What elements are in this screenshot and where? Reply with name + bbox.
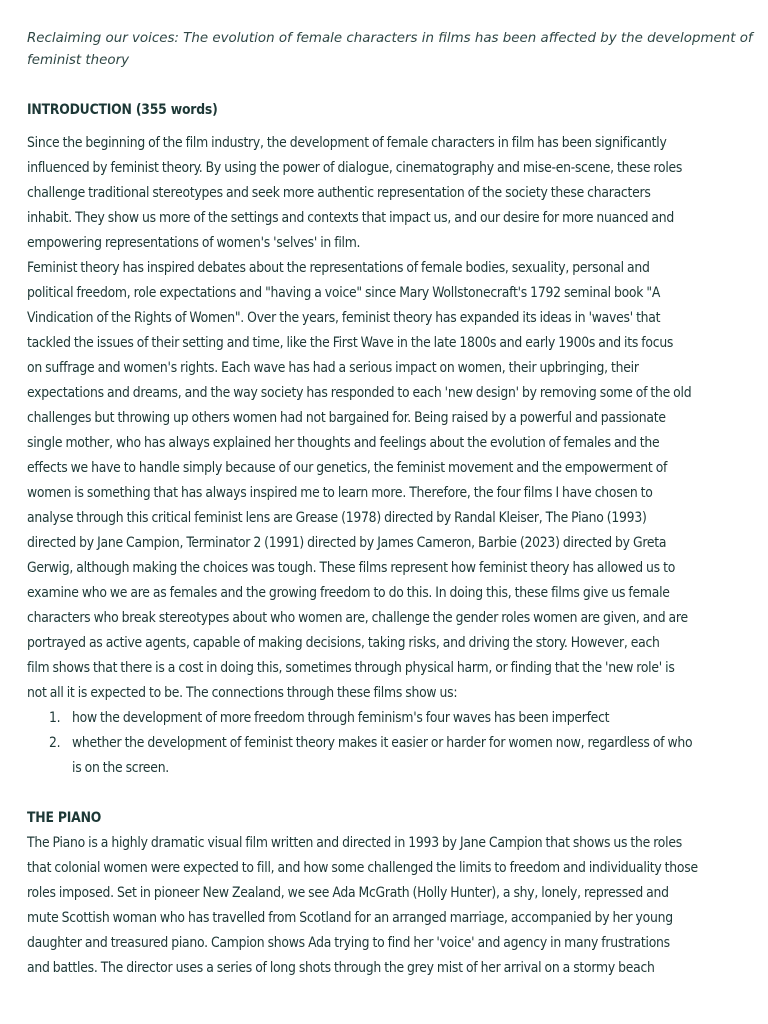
subtitle-line: Reclaiming our voices: The evolution of female characters in films has been affected by the development of (27, 31, 753, 46)
numbered-list (27, 706, 742, 781)
text-line: expectations and dreams, and the way society has responded to each 'new design' by removing some of the old (27, 385, 692, 401)
text-line: Gerwig, although making the choices was tough. These films represent how feminist theory has allowed us to (27, 560, 676, 576)
text-line: inhabit. They show us more of the settings and contexts that impact us, and our desire for more nuanced and (27, 210, 675, 226)
text-line: and battles. The director uses a series of long shots through the grey mist of her arrival on a stormy beach (27, 960, 655, 976)
text-line: effects we have to handle simply because of our genetics, the feminist movement and the empowerment of (27, 460, 668, 476)
text-line: characters who break stereotypes about who women are, challenge the gender roles women are given, and are (27, 610, 688, 626)
text-line: single mother, who has always explained her thoughts and feelings about the evolution of females and the (27, 435, 660, 451)
essay-subtitle (27, 28, 753, 72)
intro-paragraph-1 (27, 131, 742, 256)
spacer (27, 72, 742, 98)
text-line: challenges but throwing up others women had not bargained for. Being raised by a powerful and passionate (27, 410, 666, 426)
text-line: Vindication of the Rights of Women". Over the years, feminist theory has expanded its ideas in 'waves' that (27, 310, 661, 326)
list-number: 2. (49, 735, 61, 751)
text-line: analyse through this critical feminist lens are Grease (1978) directed by Randal Kleiser, The Piano (1993) (27, 510, 647, 526)
text-line: whether the development of feminist theory makes it easier or harder for women now, regardless of who (72, 735, 693, 751)
text-line: portrayed as active agents, capable of making decisions, taking risks, and driving the story. However, each (27, 635, 660, 651)
spacer (27, 123, 742, 131)
text-line: tackled the issues of their setting and time, like the First Wave in the late 1800s and early 1900s and its focus (27, 335, 674, 351)
text-line: empowering representations of women's 'selves' in film. (27, 235, 361, 251)
text-line: The Piano is a highly dramatic visual film written and directed in 1993 by Jane Campion that shows us the roles (27, 835, 682, 851)
intro-paragraph-2 (27, 256, 742, 706)
text-line: political freedom, role expectations and "having a voice" since Mary Wollstonecraft's 1792 seminal book "A (27, 285, 661, 301)
text-line: examine who we are as females and the growing freedom to do this. In doing this, these films give us female (27, 585, 670, 601)
text-line: roles imposed. Set in pioneer New Zealand, we see Ada McGrath (Holly Hunter), a shy, lonely, repressed and (27, 885, 669, 901)
piano-paragraph (27, 831, 742, 981)
text-line: not all it is expected to be. The connections through these films show us: (27, 685, 458, 701)
text-line: women is something that has always inspired me to learn more. Therefore, the four films I have chosen to (27, 485, 653, 501)
intro-heading: INTRODUCTION (355 words) (27, 102, 218, 118)
list-number: 1. (49, 710, 61, 726)
text-line: challenge traditional stereotypes and seek more authentic representation of the society these characters (27, 185, 651, 201)
text-line: is on the screen. (72, 760, 169, 776)
text-line: film shows that there is a cost in doing this, sometimes through physical harm, or finding that the 'new role' is (27, 660, 675, 676)
spacer (27, 781, 742, 806)
text-line: directed by Jane Campion, Terminator 2 (1991) directed by James Cameron, Barbie (2023) directed by Greta (27, 535, 667, 551)
text-line: Feminist theory has inspired debates about the representations of female bodies, sexuality, personal and (27, 260, 650, 276)
subtitle-line: feminist theory (27, 53, 130, 68)
text-line: influenced by feminist theory. By using the power of dialogue, cinematography and mise-en-scene, these roles (27, 160, 683, 176)
list-item (27, 731, 742, 781)
text-line: daughter and treasured piano. Campion shows Ada trying to find her 'voice' and agency in many frustrations (27, 935, 670, 951)
list-item (27, 706, 742, 731)
text-line: Since the beginning of the film industry, the development of female characters in film has been significantly (27, 135, 667, 151)
text-line: how the development of more freedom through feminism's four waves has been imperfect (72, 710, 610, 726)
piano-heading: THE PIANO (27, 810, 102, 826)
text-line: that colonial women were expected to fill, and how some challenged the limits to freedom and individuality those (27, 860, 698, 876)
text-line: mute Scottish woman who has travelled from Scotland for an arranged marriage, accompanied by her young (27, 910, 673, 926)
text-line: on suffrage and women's rights. Each wave has had a serious impact on women, their upbringing, their (27, 360, 639, 376)
